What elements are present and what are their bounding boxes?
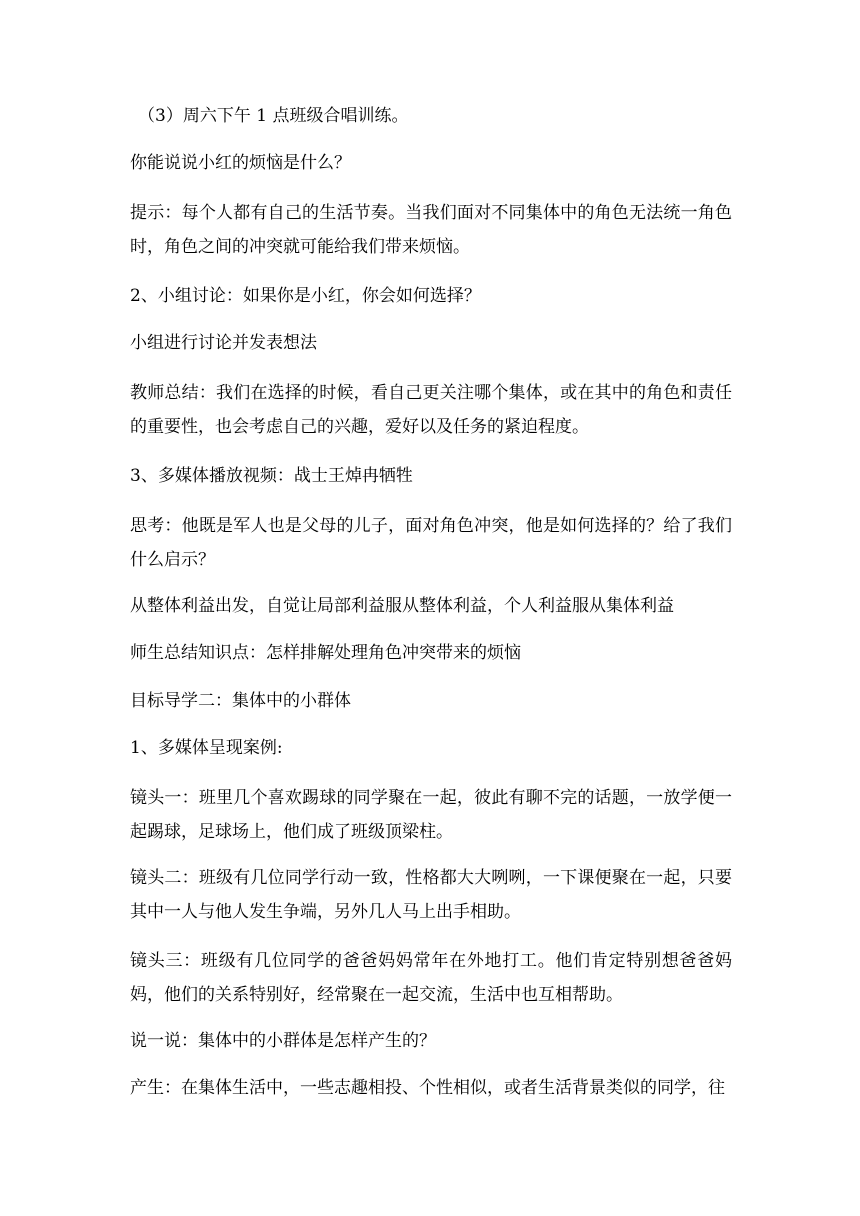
paragraph-goal-two: 目标导学二：集体中的小群体 bbox=[130, 691, 351, 711]
paragraph-knowledge-summary: 师生总结知识点：怎样排解处理角色冲突带来的烦恼 bbox=[130, 643, 521, 663]
paragraph-hint: 提示：每个人都有自己的生活节奏。当我们面对不同集体中的角色无法统一角色时，角色之间的冲突就可能给我们带来烦恼。 bbox=[130, 203, 732, 257]
paragraph-overall-interest: 从整体利益出发，自觉让局部利益服从整体利益，个人利益服从集体利益 bbox=[130, 596, 674, 616]
paragraph-video: 3、多媒体播放视频：战士王焯冉牺牲 bbox=[130, 466, 413, 486]
paragraph-group-ideas: 小组进行讨论并发表想法 bbox=[130, 333, 317, 353]
paragraph-origin: 产生：在集体生活中，一些志趣相投、个性相似，或者生活背景类似的同学，往 bbox=[130, 1078, 725, 1098]
paragraph-case: 1、多媒体呈现案例: bbox=[130, 738, 283, 758]
paragraph-shot-two: 镜头二：班级有几位同学行动一致，性格都大大咧咧，一下课便聚在一起，只要其中一人与他人发生争端，另外几人马上出手相助。 bbox=[130, 868, 732, 922]
paragraph-shot-one: 镜头一：班里几个喜欢踢球的同学聚在一起，彼此有聊不完的话题，一放学便一起踢球，足球场上，他们成了班级顶梁柱。 bbox=[130, 788, 732, 842]
paragraph-shot-three: 镜头三：班级有几位同学的爸爸妈妈常年在外地打工。他们肯定特别想爸爸妈妈，他们的关系特别好，经常聚在一起交流，生活中也互相帮助。 bbox=[130, 951, 732, 1005]
paragraph-choir-training: （3）周六下午 1 点班级合唱训练。 bbox=[138, 106, 409, 126]
paragraph-teacher-summary: 教师总结：我们在选择的时候，看自己更关注哪个集体，或在其中的角色和责任的重要性，也会考虑自己的兴趣，爱好以及任务的紧迫程度。 bbox=[130, 383, 732, 437]
paragraph-question-xiaohong: 你能说说小红的烦恼是什么？ bbox=[130, 153, 351, 173]
paragraph-think: 思考：他既是军人也是父母的儿子，面对角色冲突，他是如何选择的？给了我们什么启示？ bbox=[130, 516, 732, 570]
paragraph-group-discussion: 2、小组讨论：如果你是小红，你会如何选择？ bbox=[130, 286, 481, 306]
paragraph-discuss: 说一说：集体中的小群体是怎样产生的？ bbox=[130, 1031, 436, 1051]
